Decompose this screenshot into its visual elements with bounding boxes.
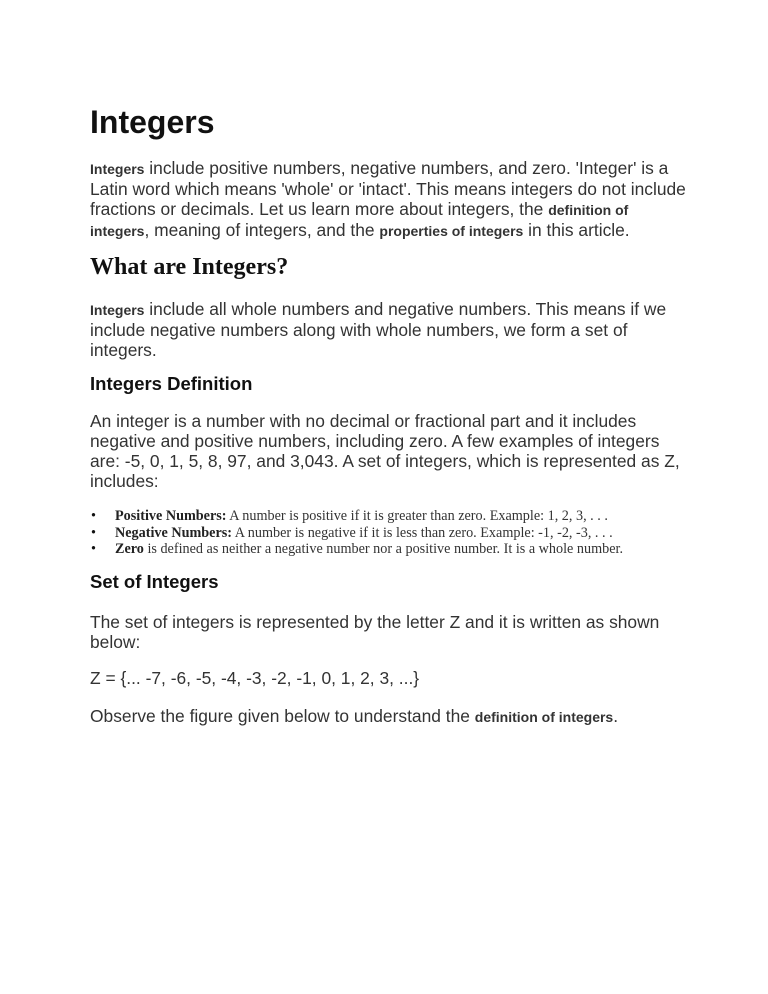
list-item-text: is defined as neither a negative number nor a positive number. It is a whole number.: [143, 541, 623, 557]
list-item: [90, 508, 710, 525]
list-item-bold: Zero: [115, 541, 144, 557]
intro-text-2: , meaning of integers, and the: [144, 220, 380, 240]
list-item: [90, 541, 710, 558]
bullet-icon: •: [91, 541, 96, 557]
definition-paragraph: An integer is a number with no decimal or fractional part and it includes negative and positive numbers, including zero. A few examples of integers are: -5, 0, 1, 5, 8, 97, and 3,043. A set of integers, which is represented as Z, includes:: [90, 411, 680, 491]
section-heading-set: Set of Integers: [90, 571, 219, 592]
observe-text-2: .: [613, 706, 619, 726]
intro-bold-properties: properties of integers: [379, 223, 524, 239]
section-heading-what-are: What are Integers?: [90, 254, 289, 280]
observe-paragraph: [90, 706, 690, 727]
list-item: [90, 525, 710, 542]
intro-paragraph: [90, 158, 690, 241]
set-paragraph: The set of integers is represented by the letter Z and it is written as shown below:: [90, 612, 660, 652]
list-item-bold: Positive Numbers:: [115, 508, 227, 524]
list-item-text: A number is negative if it is less than zero. Example: -1, -2, -3, . . .: [232, 524, 613, 541]
bullet-icon: •: [91, 524, 96, 541]
intro-lead-bold: Integers: [90, 161, 145, 177]
observe-bold: definition of integers: [474, 709, 614, 725]
what-are-paragraph: [90, 299, 690, 360]
what-are-text: include all whole numbers and negative numbers. This means if we include negative numbers along with whole numbers, we form a set of integers.: [90, 299, 667, 360]
intro-text-1: include positive numbers, negative numbers, and zero. 'Integer' is a Latin word which means 'whole' or 'intact'. This means integers do not include fractions or decimals. Let us learn more about integers, the: [90, 158, 686, 219]
page-title: Integers: [90, 104, 215, 140]
integer-types-list: [90, 508, 710, 558]
what-are-lead-bold: Integers: [90, 302, 145, 318]
intro-text-3: in this article.: [523, 220, 630, 240]
observe-text-1: Observe the figure given below to understand the: [90, 706, 475, 726]
bullet-icon: •: [91, 508, 96, 524]
intro-bold-definition: definition of integers: [90, 202, 629, 239]
set-formula: Z = {... -7, -6, -5, -4, -3, -2, -1, 0, 1, 2, 3, ...}: [90, 668, 420, 688]
section-heading-definition: Integers Definition: [90, 373, 253, 394]
list-item-bold: Negative Numbers:: [115, 524, 233, 541]
list-item-text: A number is positive if it is greater than zero. Example: 1, 2, 3, . . .: [226, 508, 608, 524]
